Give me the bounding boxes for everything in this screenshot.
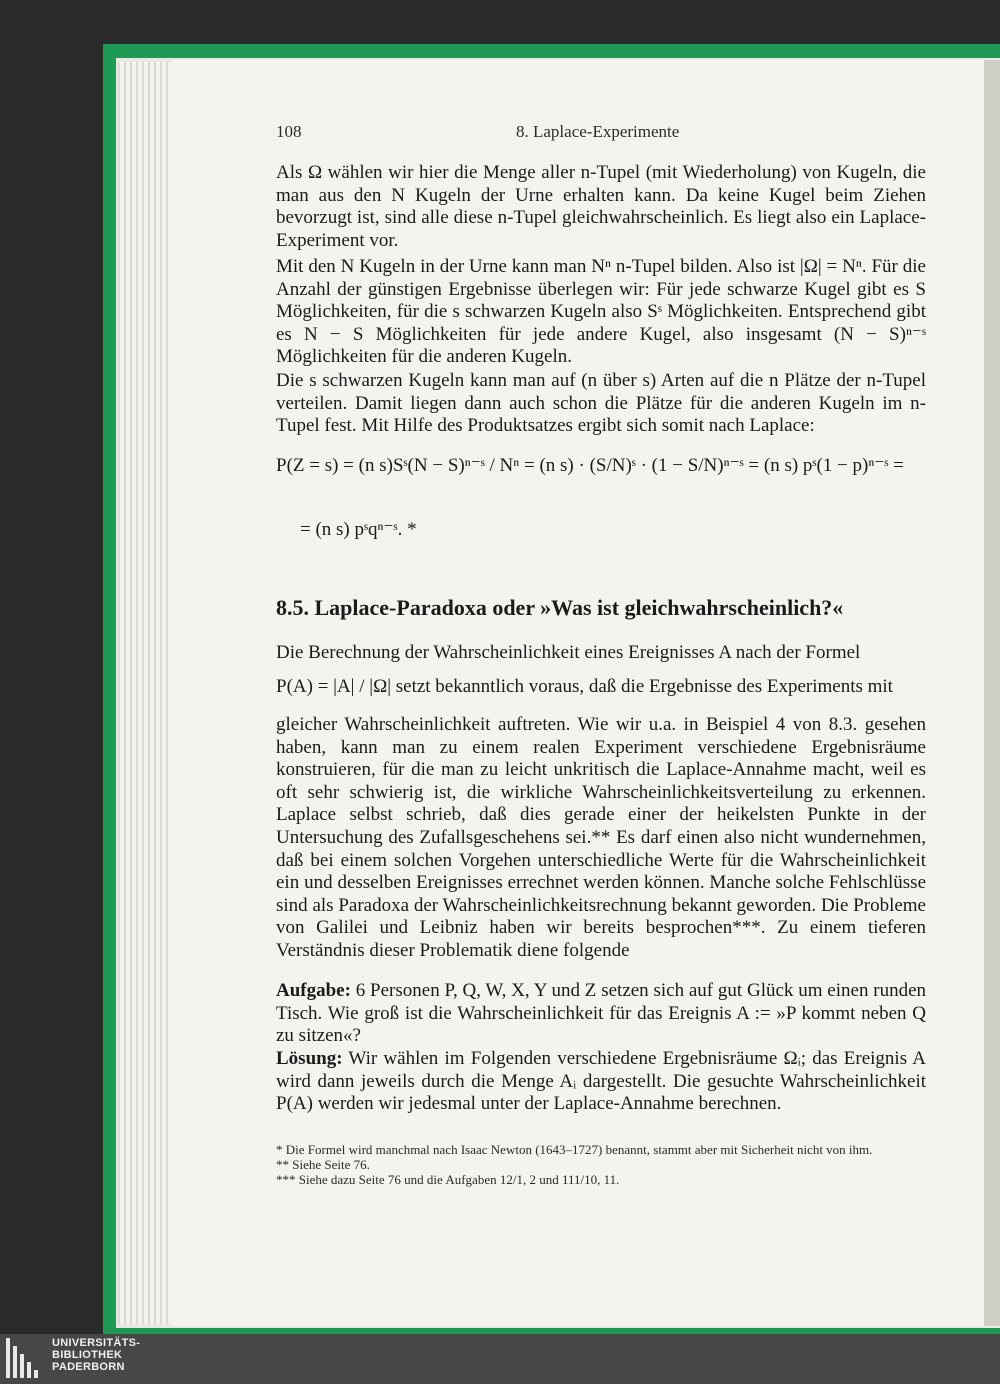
page-number: 108 <box>276 122 302 141</box>
body-line-intro: Die Berechnung der Wahrscheinlichkeit eines Ereignisses A nach der Formel <box>276 642 861 663</box>
loesung-label: Lösung: <box>276 1048 343 1069</box>
footnote-1: * Die Formel wird manchmal nach Isaac Newton (1643–1727) benannt, stammt aber mit Sicherheit nicht von ihm. <box>276 1142 873 1157</box>
loesung-block <box>276 1048 926 1116</box>
running-header <box>276 122 926 146</box>
facing-page-edge <box>984 60 1000 1326</box>
section-heading: 8.5. Laplace-Paradoxa oder »Was ist gleichwahrscheinlich?« <box>276 595 844 620</box>
loesung-text: Wir wählen im Folgenden verschiedene Ergebnisräume Ωᵢ; das Ereignis A wird dann jeweils durch die Menge Aᵢ dargestellt. Die gesuchte Wahrscheinlichkeit P(A) werden wir jedesmal unter der Laplace-Annahme berechnen. <box>276 1048 926 1115</box>
aufgabe-text: 6 Personen P, Q, W, X, Y und Z setzen sich auf gut Glück um einen runden Tisch. Wie groß ist die Wahrscheinlichkeit für das Ereignis A := »P kommt neben Q zu sitzen«? <box>276 980 926 1047</box>
aufgabe-label: Aufgabe: <box>276 980 351 1001</box>
formula-line-2: = (n s) pˢqⁿ⁻ˢ. * <box>300 519 417 540</box>
footnotes <box>276 1142 936 1187</box>
paragraph-placement: Die s schwarzen Kugeln kann man auf (n über s) Arten auf die n Plätze der n-Tupel verteilen. Damit liegen dann auch schon die Plätze für die anderen Kugeln im n-Tupel fest. Mit Hilfe des Produktsatzes ergibt sich somit nach Laplace: <box>276 370 926 437</box>
scan-footer <box>0 1334 1000 1384</box>
formula-line-1: P(Z = s) = (n s)Sˢ(N − S)ⁿ⁻ˢ / Nⁿ = (n s) · (S/N)ˢ · (1 − S/N)ⁿ⁻ˢ = (n s) pˢ(1 − p)ⁿ⁻ˢ = <box>276 455 904 476</box>
paragraph-counting: Mit den N Kugeln in der Urne kann man Nⁿ n-Tupel bilden. Also ist |Ω| = Nⁿ. Für die Anzahl der günstigen Ergebnisse überlegen wir: Für jede schwarze Kugel gibt es S Möglichkeiten, für die s schwarzen Kugeln also Sˢ Möglichkeiten. Entsprechend gibt es N − S Möglichkeiten für jede andere Kugel, also insgesamt (N − S)ⁿ⁻ˢ Möglichkeiten für die anderen Kugeln. <box>276 256 926 368</box>
library-logo-icon <box>6 1338 42 1378</box>
library-logo-text: UNIVERSITÄTS- BIBLIOTHEK PADERBORN <box>52 1337 141 1373</box>
body-formula-line: P(A) = |A| / |Ω| setzt bekanntlich voraus, daß die Ergebnisse des Experiments mit <box>276 676 893 697</box>
body-paragraph: gleicher Wahrscheinlichkeit auftreten. Wie wir u.a. in Beispiel 4 von 8.3. gesehen haben, kann man zu einem realen Experiment verschiedene Ergebnisräume konstruieren, für die man zu leicht unkritisch die Laplace-Annahme macht, weil es oft sehr schwierig ist, die wirkliche Wahrscheinlichkeitsverteilung zu erkennen. Laplace selbst schrieb, daß dies gerade einer der heikelsten Punkte in der Untersuchung des Zufallsgeschehens sei.** Es darf einen also nicht wundernehmen, daß bei einem solchen Vorgehen unterschiedliche Werte für die Wahrscheinlichkeit ein und desselben Ereignisses errechnet werden können. Manche solche Fehlschlüsse sind als Paradoxa der Wahrscheinlichkeitsrechnung bekannt geworden. Die Probleme von Galilei und Leibniz haben wir bereits besprochen***. Zu einem tieferen Verständnis dieser Problematik diene folgende <box>276 714 926 961</box>
aufgabe-block <box>276 980 926 1048</box>
footnote-3: *** Siehe dazu Seite 76 und die Aufgaben 12/1, 2 und 111/10, 11. <box>276 1172 620 1187</box>
footnote-2: ** Siehe Seite 76. <box>276 1157 370 1172</box>
paragraph-omega: Als Ω wählen wir hier die Menge aller n-Tupel (mit Wiederholung) von Kugeln, die man aus den N Kugeln der Urne erhalten kann. Da keine Kugel beim Ziehen bevorzugt ist, sind alle diese n-Tupel gleichwahrscheinlich. Es liegt also ein Laplace-Experiment vor. <box>276 162 926 251</box>
page-edges <box>118 62 176 1324</box>
running-title: 8. Laplace-Experimente <box>516 122 680 141</box>
